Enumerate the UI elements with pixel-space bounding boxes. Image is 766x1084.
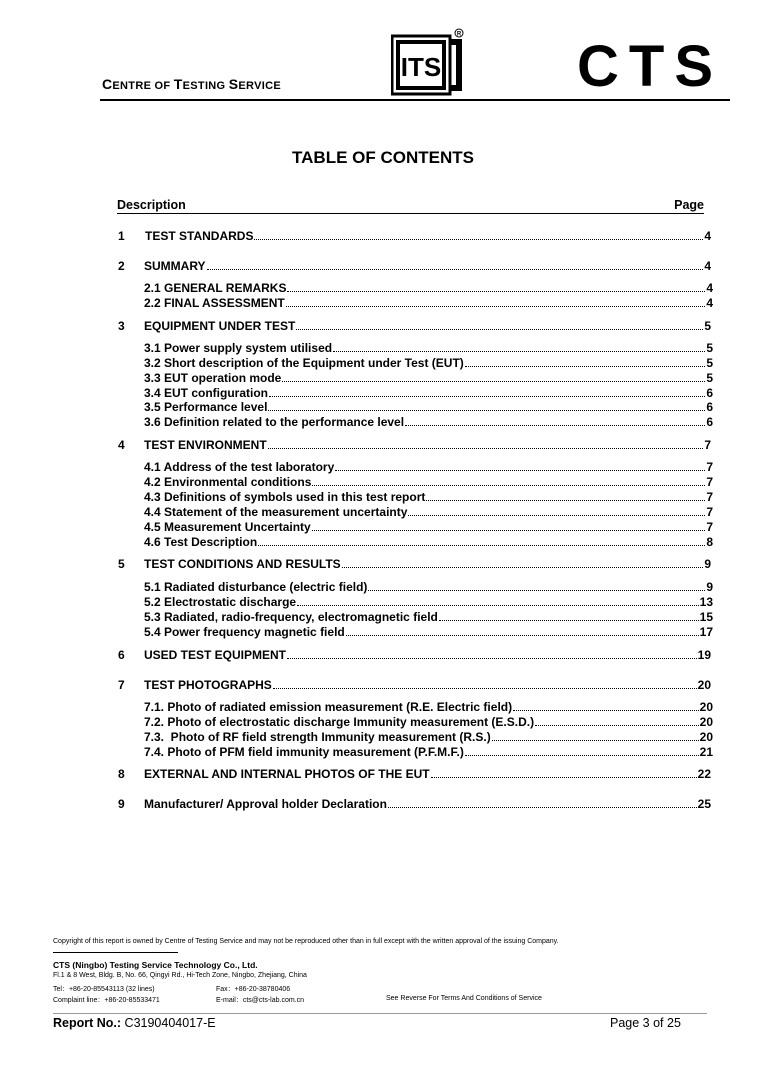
toc-entry[interactable] — [144, 386, 713, 401]
org-cap-s: S — [228, 76, 239, 92]
toc-entry[interactable] — [144, 767, 711, 782]
toc-entry-page: 20 — [699, 700, 713, 714]
toc-entry-page: 5 — [706, 341, 713, 355]
toc-entry-page: 21 — [699, 745, 713, 759]
org-name — [102, 76, 281, 94]
toc-entry-title: 3.1 Power supply system utilised — [144, 341, 333, 355]
toc-entry-page: 13 — [699, 595, 713, 609]
dot-leader — [465, 755, 699, 756]
dot-leader — [408, 515, 705, 516]
org-text-entre: ENTRE OF — [112, 80, 174, 92]
toc-entry-page: 4 — [704, 229, 711, 243]
toc-entry-page: 7 — [706, 505, 713, 519]
dot-leader — [207, 269, 704, 270]
dot-leader — [431, 777, 697, 778]
toc-entry[interactable] — [144, 610, 713, 625]
toc-entry[interactable] — [144, 400, 713, 415]
cts-logo — [576, 38, 724, 92]
toc-entry-page: 4 — [706, 281, 713, 295]
toc-entry[interactable] — [144, 625, 713, 640]
toc-entry-page: 7 — [706, 490, 713, 504]
dot-leader — [258, 545, 705, 546]
dot-leader — [273, 688, 697, 689]
section-number: 7 — [118, 678, 125, 692]
toc-entry-title: 3.2 Short description of the Equipment under Test (EUT) — [144, 356, 464, 370]
dot-leader — [535, 725, 699, 726]
toc-entry[interactable] — [144, 715, 713, 730]
its-logo-text: ITS — [400, 52, 442, 82]
dot-leader — [286, 306, 706, 307]
toc-entry[interactable] — [144, 580, 713, 595]
toc-entry[interactable] — [144, 281, 713, 296]
dot-leader — [465, 366, 706, 367]
footer-divider — [53, 952, 178, 953]
dot-leader — [297, 605, 699, 606]
toc-entry[interactable] — [144, 797, 711, 812]
toc-entry[interactable] — [144, 438, 711, 453]
toc-entry-page: 5 — [706, 356, 713, 370]
toc-entry[interactable] — [144, 415, 713, 430]
toc-entry[interactable] — [144, 296, 713, 311]
toc-entry-page: 9 — [704, 557, 711, 571]
toc-entry[interactable] — [144, 460, 713, 475]
toc-entry-page: 8 — [706, 535, 713, 549]
toc-entry-title: 7.4. Photo of PFM field immunity measurement (P.F.M.F.) — [144, 745, 464, 759]
toc-entry-title: 5.1 Radiated disturbance (electric field) — [144, 580, 368, 594]
toc-entry-title: TEST ENVIRONMENT — [144, 438, 267, 452]
toc-entry-title: 5.3 Radiated, radio-frequency, electromagnetic field — [144, 610, 438, 624]
toc-entry-title: 5.4 Power frequency magnetic field — [144, 625, 345, 639]
toc-column-header — [117, 198, 704, 214]
toc-entry-title: TEST STANDARDS — [145, 229, 254, 243]
toc-entry-title: 3.6 Definition related to the performance level — [144, 415, 405, 429]
toc-entry-page: 17 — [699, 625, 713, 639]
toc-entry-page: 4 — [704, 259, 711, 273]
toc-entry-title: 4.1 Address of the test laboratory — [144, 460, 335, 474]
toc-entry-title: SUMMARY — [144, 259, 206, 273]
toc-entry[interactable] — [144, 341, 713, 356]
toc-entry-page: 7 — [706, 520, 713, 534]
toc-entry-title: 2.2 FINAL ASSESSMENT — [144, 296, 285, 310]
section-number: 1 — [118, 229, 125, 243]
section-number: 6 — [118, 648, 125, 662]
toc-entry[interactable] — [144, 356, 713, 371]
toc-entry[interactable] — [144, 505, 713, 520]
toc-entry[interactable] — [144, 259, 711, 274]
toc-entry-title: TEST CONDITIONS AND RESULTS — [144, 557, 341, 571]
toc-entry-page: 6 — [706, 400, 713, 414]
dot-leader — [282, 381, 705, 382]
toc-entry-page: 7 — [706, 460, 713, 474]
dot-leader — [312, 530, 706, 531]
its-logo — [391, 28, 465, 96]
report-number-value: C3190404017-E — [121, 1016, 216, 1030]
dot-leader — [312, 485, 705, 486]
toc-entry-page: 25 — [697, 797, 711, 811]
report-number — [53, 1016, 216, 1030]
description-column-label: Description — [117, 198, 186, 212]
toc-entry-page: 20 — [699, 715, 713, 729]
page-title: TABLE OF CONTENTS — [292, 148, 474, 167]
toc-entry-page: 20 — [697, 678, 711, 692]
toc-entry-title: EQUIPMENT UNDER TEST — [144, 319, 296, 333]
dot-leader — [368, 590, 705, 591]
toc-entry[interactable] — [145, 229, 711, 244]
dot-leader — [268, 448, 704, 449]
toc-entry[interactable] — [144, 700, 713, 715]
dot-leader — [426, 500, 705, 501]
toc-entry-page: 6 — [706, 415, 713, 429]
dot-leader — [333, 351, 705, 352]
toc-entry-page: 19 — [697, 648, 711, 662]
toc-entry-title: 4.2 Environmental conditions — [144, 475, 312, 489]
company-name: CTS (Ningbo) Testing Service Technology Co., Ltd. — [53, 960, 258, 970]
toc-entry[interactable] — [144, 730, 713, 745]
section-number: 2 — [118, 259, 125, 273]
page-column-label: Page — [674, 198, 704, 212]
complaint-line: Complaint line：+86-20-85533471 — [53, 997, 160, 1004]
dot-leader — [296, 329, 703, 330]
footer-rule — [53, 1013, 707, 1014]
dot-leader — [287, 658, 697, 659]
toc-entry-page: 22 — [697, 767, 711, 781]
toc-entry[interactable] — [144, 319, 711, 334]
toc-entry-page: 5 — [706, 371, 713, 385]
page-indicator: Page 3 of 25 — [610, 1016, 681, 1030]
toc-entry[interactable] — [144, 520, 713, 535]
dot-leader — [439, 620, 699, 621]
registered-mark: R — [456, 31, 462, 38]
dot-leader — [287, 291, 705, 292]
toc-entry[interactable] — [144, 371, 713, 386]
section-number: 8 — [118, 767, 125, 781]
toc-entry-title: 7.2. Photo of electrostatic discharge Immunity measurement (E.S.D.) — [144, 715, 535, 729]
dot-leader — [492, 740, 699, 741]
report-number-label: Report No.: — [53, 1016, 122, 1030]
dot-leader — [405, 425, 705, 426]
fax: Fax：+86-20-38780406 — [216, 986, 291, 993]
toc-entry[interactable] — [144, 745, 713, 760]
terms-note: See Reverse For Terms And Conditions of Service — [386, 995, 542, 1002]
toc-entry[interactable] — [144, 475, 713, 490]
toc-entry[interactable] — [144, 678, 711, 693]
toc-entry-title: 4.6 Test Description — [144, 535, 258, 549]
toc-entry-title: 3.5 Performance level — [144, 400, 268, 414]
toc-entry-page: 7 — [704, 438, 711, 452]
company-address: Fl.1 & 8 West, Bldg. B, No. 66, Qingyi Rd., Hi-Tech Zone, Ningbo, Zhejiang, China — [53, 972, 307, 979]
dot-leader — [268, 410, 705, 411]
org-cap-t: T — [173, 76, 183, 92]
dot-leader — [342, 567, 704, 568]
dot-leader — [346, 635, 699, 636]
section-number: 4 — [118, 438, 125, 452]
toc-entry-page: 15 — [699, 610, 713, 624]
copyright-notice: Copyright of this report is owned by Centre of Testing Service and may not be reproduced other than in full except with the written approval of the issuing Company. — [53, 938, 559, 945]
email: E-mail：cts@cts-lab.com.cn — [216, 997, 305, 1004]
dot-leader — [388, 807, 697, 808]
dot-leader — [254, 239, 703, 240]
toc-entry[interactable] — [144, 648, 711, 663]
section-number: 9 — [118, 797, 125, 811]
toc-entry[interactable] — [144, 557, 711, 572]
toc-entry-page: 6 — [706, 386, 713, 400]
toc-entry[interactable] — [144, 595, 713, 610]
toc-entry-page: 20 — [699, 730, 713, 744]
toc-entry-title: 7.1. Photo of radiated emission measurement (R.E. Electric field) — [144, 700, 513, 714]
toc-entry-page: 9 — [706, 580, 713, 594]
toc-entry-title: EXTERNAL AND INTERNAL PHOTOS OF THE EUT — [144, 767, 430, 781]
toc-entry-page: 4 — [706, 296, 713, 310]
org-text-ervice: ERVICE — [238, 80, 281, 92]
telephone: Tel：+86-20-85543113 (32 lines) — [53, 986, 155, 993]
dot-leader — [269, 396, 705, 397]
toc-entry-title: 2.1 GENERAL REMARKS — [144, 281, 287, 295]
section-number: 3 — [118, 319, 125, 333]
toc-entry-page: 5 — [704, 319, 711, 333]
section-number: 5 — [118, 557, 125, 571]
toc-entry-title: Manufacturer/ Approval holder Declaration — [144, 797, 387, 811]
toc-entry[interactable] — [144, 490, 713, 505]
org-cap-c: C — [102, 76, 113, 92]
toc-entry-page: 7 — [706, 475, 713, 489]
org-text-esting: ESTING — [182, 80, 229, 92]
toc-entry-title: USED TEST EQUIPMENT — [144, 648, 287, 662]
toc-entry-title: 7.3. Photo of RF field strength Immunity measurement (R.S.) — [144, 730, 491, 744]
toc-entry-title: 3.3 EUT operation mode — [144, 371, 282, 385]
dot-leader — [335, 470, 705, 471]
toc-entry-title: 5.2 Electrostatic discharge — [144, 595, 297, 609]
toc-entry-title: 4.4 Statement of the measurement uncertainty — [144, 505, 408, 519]
toc-entry-title: 3.4 EUT configuration — [144, 386, 269, 400]
toc-entry-title: 4.5 Measurement Uncertainty — [144, 520, 311, 534]
toc-entry-title: 4.3 Definitions of symbols used in this test report — [144, 490, 426, 504]
dot-leader — [513, 710, 699, 711]
toc-entry[interactable] — [144, 535, 713, 550]
header-rule — [100, 99, 730, 101]
cts-logo-text: CTS — [577, 38, 723, 92]
toc-entry-title: TEST PHOTOGRAPHS — [144, 678, 272, 692]
